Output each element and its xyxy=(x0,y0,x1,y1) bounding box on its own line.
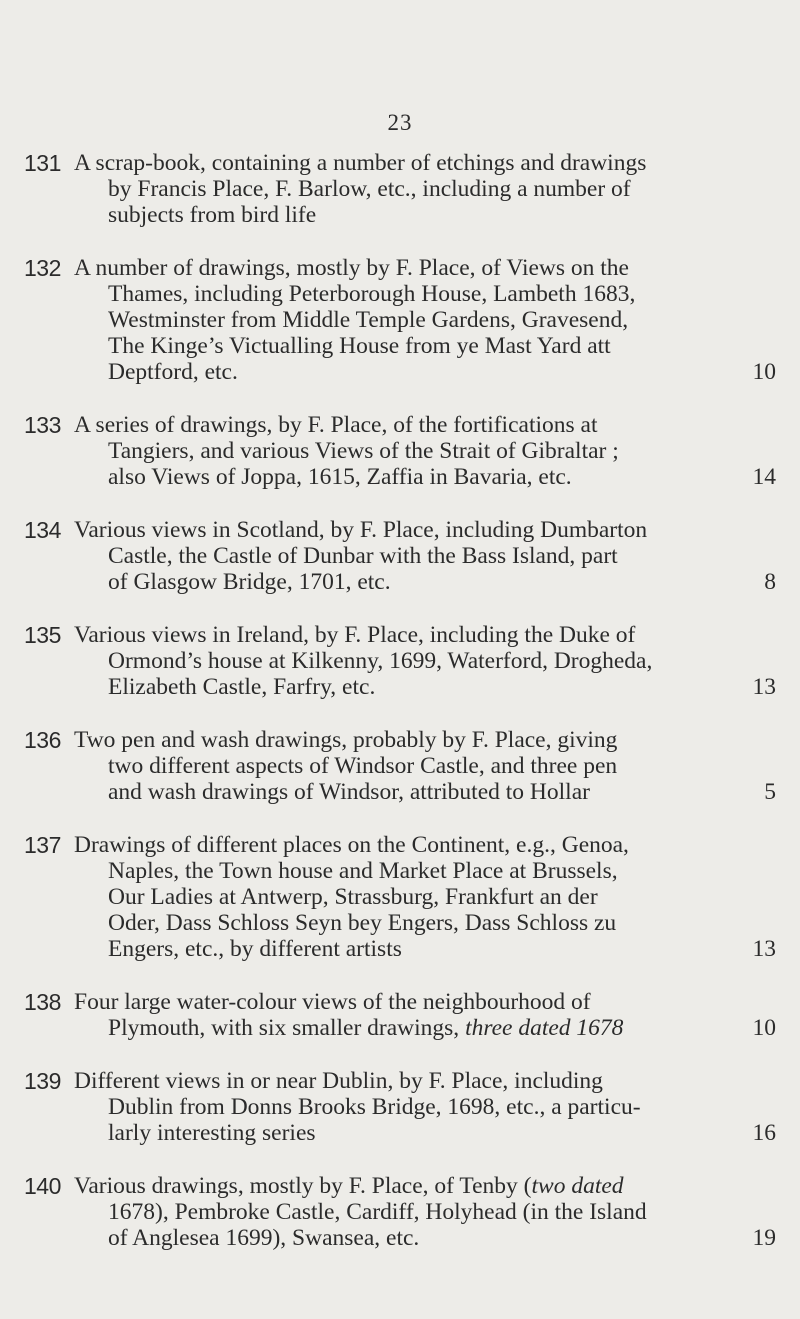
catalogue-entry xyxy=(0,412,800,490)
item-count: 8 xyxy=(764,569,776,595)
item-count: 10 xyxy=(752,359,776,385)
description-line: Drawings of different places on the Continent, e.g., Genoa, xyxy=(74,832,629,858)
item-count: 13 xyxy=(752,674,776,700)
entry-description xyxy=(74,622,776,700)
description-line: Plymouth, with six smaller drawings, xyxy=(108,1015,460,1041)
catalogue-entry xyxy=(0,255,800,385)
lot-number: 133 xyxy=(24,412,61,438)
description-line: also Views of Joppa, 1615, Zaffia in Bavaria, etc. xyxy=(108,464,572,490)
lot-number: 132 xyxy=(24,255,61,281)
item-count: 13 xyxy=(752,936,776,962)
description-line: Different views in or near Dublin, by F. Place, including xyxy=(74,1068,603,1094)
lot-number: 134 xyxy=(24,517,61,543)
description-last-line xyxy=(74,674,776,700)
catalogue-entry xyxy=(0,989,800,1041)
description-line: Thames, including Peterborough House, Lambeth 1683, xyxy=(108,281,636,307)
italic-note: three dated 1678 xyxy=(465,1015,624,1041)
description-line: of Glasgow Bridge, 1701, etc. xyxy=(108,569,391,595)
italic-note: two dated xyxy=(531,1173,624,1199)
description-line: Ormond’s house at Kilkenny, 1699, Waterford, Drogheda, xyxy=(108,648,653,674)
lot-number: 140 xyxy=(24,1173,61,1199)
entry-description xyxy=(74,989,776,1041)
description-line-wrap xyxy=(108,1015,623,1041)
entry-description xyxy=(74,832,776,962)
description-line: Castle, the Castle of Dunbar with the Bass Island, part xyxy=(108,543,618,569)
catalogue-entries xyxy=(0,150,800,1278)
entry-description xyxy=(74,1068,776,1146)
description-last-line xyxy=(74,1015,776,1041)
description-last-line xyxy=(74,1120,776,1146)
item-count: 5 xyxy=(764,779,776,805)
entry-description xyxy=(74,255,776,385)
description-line: subjects from bird life xyxy=(108,202,317,228)
description-last-line xyxy=(74,464,776,490)
catalogue-entry xyxy=(0,517,800,595)
description-line-wrap xyxy=(74,1173,776,1199)
lot-number: 131 xyxy=(24,150,61,176)
description-line: 1678), Pembroke Castle, Cardiff, Holyhead (in the Island xyxy=(108,1199,647,1225)
description-line: Various drawings, mostly by F. Place, of Tenby ( xyxy=(74,1173,532,1199)
description-last-line xyxy=(74,779,776,805)
description-line: Our Ladies at Antwerp, Strassburg, Frankfurt an der xyxy=(108,884,598,910)
description-line: Westminster from Middle Temple Gardens, Gravesend, xyxy=(108,307,629,333)
lot-number: 139 xyxy=(24,1068,61,1094)
description-line: Elizabeth Castle, Farfry, etc. xyxy=(108,674,376,700)
lot-number: 135 xyxy=(24,622,61,648)
catalogue-entry xyxy=(0,832,800,962)
description-line: and wash drawings of Windsor, attributed to Hollar xyxy=(108,779,590,805)
description-line: Dublin from Donns Brooks Bridge, 1698, etc., a particu- xyxy=(108,1094,641,1120)
description-line: of Anglesea 1699), Swansea, etc. xyxy=(108,1225,420,1251)
description-line: A number of drawings, mostly by F. Place, of Views on the xyxy=(74,255,629,281)
entry-description xyxy=(74,412,776,490)
description-line: A series of drawings, by F. Place, of the fortifications at xyxy=(74,412,598,438)
description-line: A scrap-book, containing a number of etchings and drawings xyxy=(74,150,647,176)
description-last-line xyxy=(74,359,776,385)
description-line: Tangiers, and various Views of the Strait of Gibraltar ; xyxy=(108,438,619,464)
entry-description xyxy=(74,517,776,595)
description-line: larly interesting series xyxy=(108,1120,316,1146)
catalogue-entry xyxy=(0,1173,800,1251)
lot-number: 136 xyxy=(24,727,61,753)
item-count: 14 xyxy=(752,464,776,490)
description-line: Two pen and wash drawings, probably by F. Place, giving xyxy=(74,727,618,753)
lot-number: 137 xyxy=(24,832,61,858)
item-count: 10 xyxy=(752,1015,776,1041)
description-last-line xyxy=(74,936,776,962)
catalogue-entry xyxy=(0,622,800,700)
description-last-line xyxy=(74,569,776,595)
description-last-line xyxy=(74,1225,776,1251)
description-line: Various views in Ireland, by F. Place, including the Duke of xyxy=(74,622,636,648)
item-count: 16 xyxy=(752,1120,776,1146)
item-count: 19 xyxy=(752,1225,776,1251)
description-line: by Francis Place, F. Barlow, etc., including a number of xyxy=(108,176,631,202)
description-line: Oder, Dass Schloss Seyn bey Engers, Dass Schloss zu xyxy=(108,910,617,936)
description-line: Deptford, etc. xyxy=(108,359,238,385)
page-number: 23 xyxy=(387,110,413,135)
description-line: two different aspects of Windsor Castle, and three pen xyxy=(108,753,618,779)
catalogue-entry xyxy=(0,150,800,228)
catalogue-entry xyxy=(0,727,800,805)
catalogue-entry xyxy=(0,1068,800,1146)
description-line: Various views in Scotland, by F. Place, including Dumbarton xyxy=(74,517,648,543)
description-line: Four large water-colour views of the neighbourhood of xyxy=(74,989,591,1015)
entry-description xyxy=(74,1173,776,1251)
description-line: The Kinge’s Victualling House from ye Mast Yard att xyxy=(108,333,611,359)
description-line: Engers, etc., by different artists xyxy=(108,936,402,962)
entry-description xyxy=(74,727,776,805)
entry-description xyxy=(74,150,776,228)
lot-number: 138 xyxy=(24,989,61,1015)
description-line: Naples, the Town house and Market Place at Brussels, xyxy=(108,858,618,884)
